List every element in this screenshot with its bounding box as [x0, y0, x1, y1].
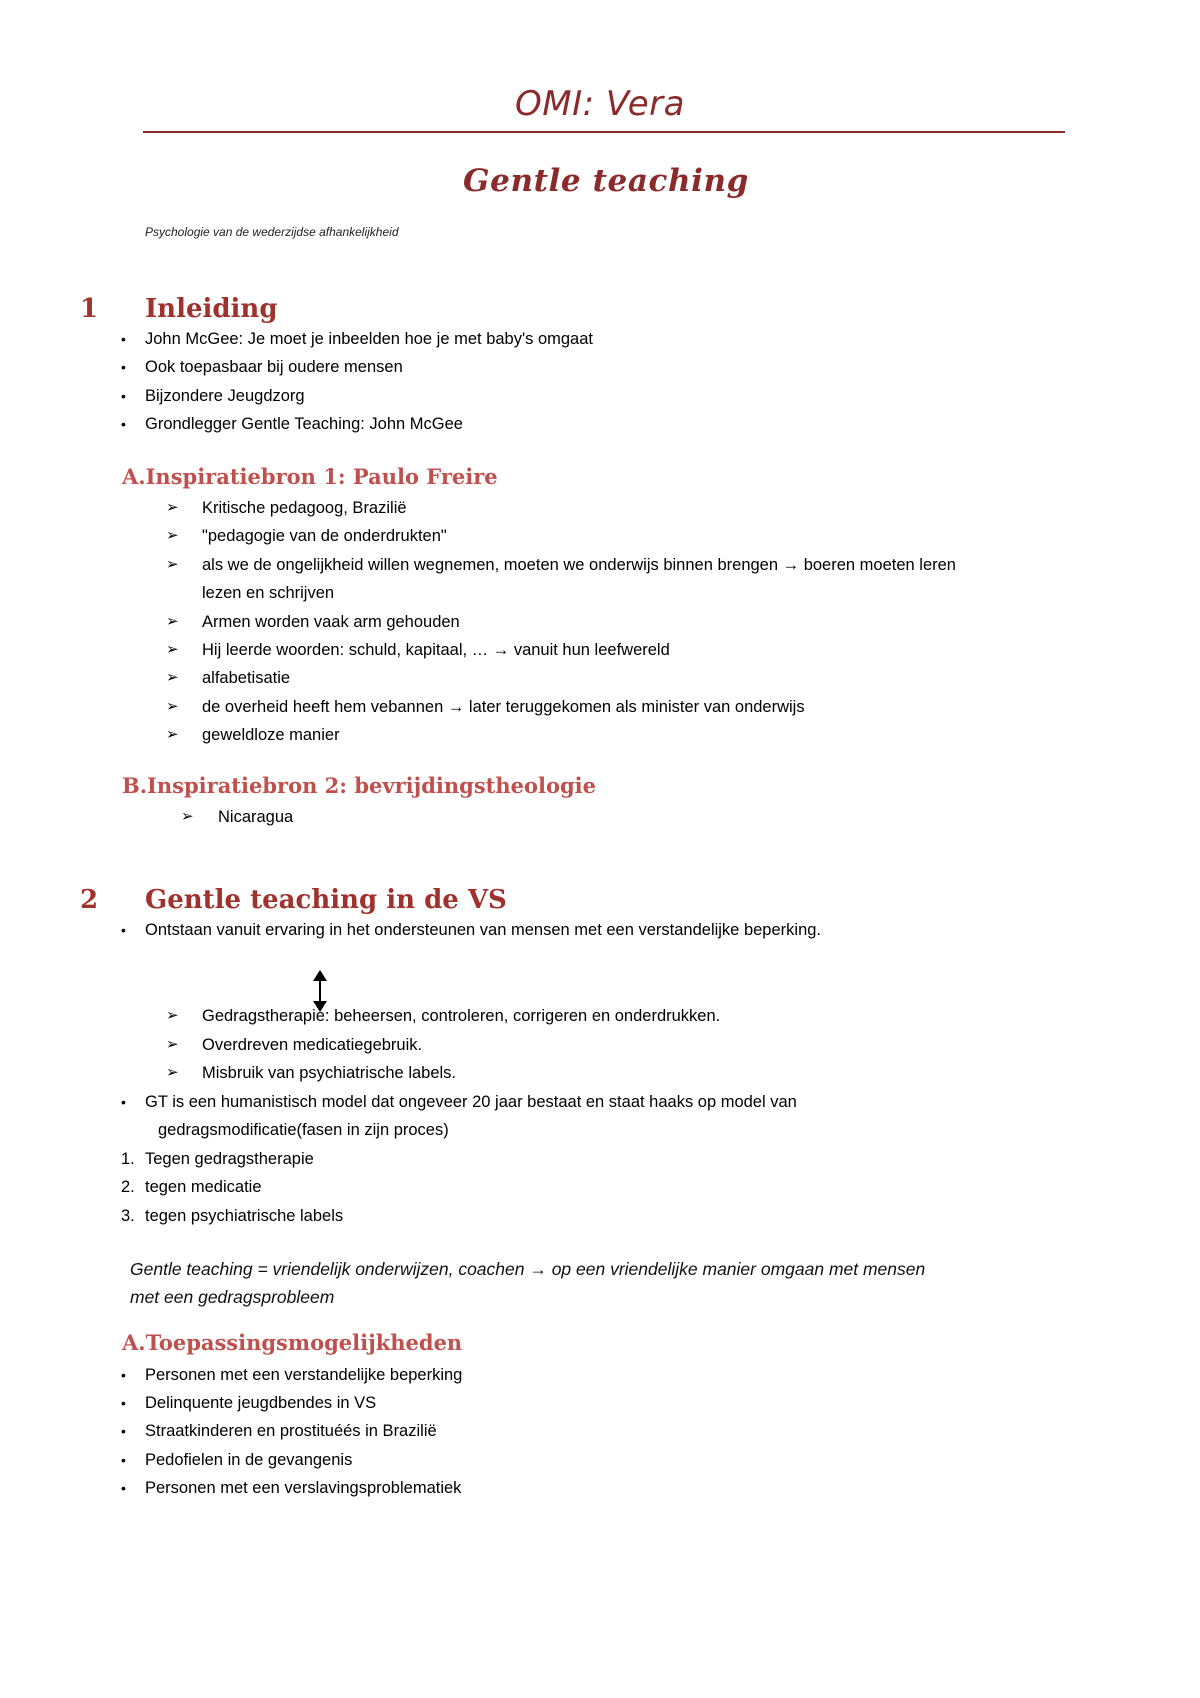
bullet-icon: • — [121, 1423, 126, 1439]
arrow-bullet-icon: ➢ — [166, 556, 179, 573]
list-item: Overdreven medicatiegebruik. — [202, 1036, 423, 1054]
list-number: 2. — [121, 1178, 135, 1196]
list-item: Personen met een verstandelijke beperking — [145, 1366, 463, 1384]
document-title: OMI: Vera — [515, 84, 685, 124]
arrow-bullet-icon: ➢ — [166, 499, 179, 516]
bullet-icon: • — [121, 388, 126, 404]
list-item: Tegen gedragstherapie — [145, 1150, 314, 1168]
list-item-continuation: lezen en schrijven — [202, 584, 335, 602]
list-item: tegen psychiatrische labels — [145, 1207, 344, 1225]
list-item: geweldloze manier — [202, 726, 340, 744]
section-2a-heading: A.Toepassingsmogelijkheden — [122, 1330, 463, 1355]
bullet-icon: • — [121, 331, 126, 347]
arrow-bullet-icon: ➢ — [166, 698, 179, 715]
list-item: Misbruik van psychiatrische labels. — [202, 1064, 457, 1082]
section-1a-heading: A.Inspiratiebron 1: Paulo Freire — [122, 464, 498, 489]
bullet-icon: • — [121, 359, 126, 375]
bullet-icon: • — [121, 1452, 126, 1468]
section-2-title: Gentle teaching in de VS — [145, 885, 507, 915]
list-item: de overheid heeft hem vebannen → later teruggekomen als minister van onderwijs — [202, 698, 805, 716]
definition-note-line-2: met een gedragsprobleem — [130, 1287, 335, 1307]
section-1b-heading: B.Inspiratiebron 2: bevrijdingstheologie — [122, 773, 597, 798]
section-1-number: 1 — [80, 294, 99, 324]
list-item: Kritische pedagoog, Brazilië — [202, 499, 407, 517]
section-2-number: 2 — [80, 885, 99, 915]
list-item: Ontstaan vanuit ervaring in het ondersteunen van mensen met een verstandelijke beperking. — [145, 921, 822, 939]
bullet-icon: • — [121, 1094, 126, 1110]
arrow-bullet-icon: ➢ — [166, 1064, 179, 1081]
list-item: John McGee: Je moet je inbeelden hoe je met baby's omgaat — [145, 330, 593, 348]
arrow-bullet-icon: ➢ — [166, 1036, 179, 1053]
arrow-bullet-icon: ➢ — [166, 527, 179, 544]
list-item: Gedragstherapie: beheersen, controleren, corrigeren en onderdrukken. — [202, 1007, 721, 1025]
title-divider — [143, 131, 1065, 133]
list-item: Personen met een verslavingsproblematiek — [145, 1479, 462, 1497]
list-item: Ook toepasbaar bij oudere mensen — [145, 358, 403, 376]
list-item: "pedagogie van de onderdrukten" — [202, 527, 447, 545]
list-number: 3. — [121, 1207, 135, 1225]
arrow-bullet-icon: ➢ — [166, 726, 179, 743]
arrow-bullet-icon: ➢ — [166, 669, 179, 686]
document-subtitle: Gentle teaching — [463, 163, 749, 199]
arrow-bullet-icon: ➢ — [166, 1007, 179, 1024]
list-item: GT is een humanistisch model dat ongeveer 20 jaar bestaat en staat haaks op model van — [145, 1093, 797, 1111]
arrow-bullet-icon: ➢ — [166, 641, 179, 658]
list-number: 1. — [121, 1150, 135, 1168]
list-item: tegen medicatie — [145, 1178, 262, 1196]
document-tagline: Psychologie van de wederzijdse afhankelijkheid — [145, 225, 399, 239]
arrow-bullet-icon: ➢ — [181, 808, 194, 825]
list-item: alfabetisatie — [202, 669, 291, 687]
bullet-icon: • — [121, 922, 126, 938]
list-item: Bijzondere Jeugdzorg — [145, 387, 305, 405]
bullet-icon: • — [121, 1395, 126, 1411]
section-1-title: Inleiding — [145, 294, 278, 324]
list-item: Hij leerde woorden: schuld, kapitaal, … → vanuit hun leefwereld — [202, 641, 670, 659]
list-item: als we de ongelijkheid willen wegnemen, moeten we onderwijs binnen brengen → boeren moeten leren — [202, 556, 956, 574]
list-item-continuation: gedragsmodificatie(fasen in zijn proces) — [158, 1121, 449, 1139]
bullet-icon: • — [121, 1367, 126, 1383]
list-item: Pedofielen in de gevangenis — [145, 1451, 353, 1469]
bullet-icon: • — [121, 1480, 126, 1496]
list-item: Delinquente jeugdbendes in VS — [145, 1394, 377, 1412]
list-item: Straatkinderen en prostituéés in Brazilië — [145, 1422, 437, 1440]
arrow-bullet-icon: ➢ — [166, 613, 179, 630]
bullet-icon: • — [121, 416, 126, 432]
list-item: Grondlegger Gentle Teaching: John McGee — [145, 415, 463, 433]
definition-note-line-1: Gentle teaching = vriendelijk onderwijzen, coachen → op een vriendelijke manier omgaan met mensen — [130, 1259, 926, 1279]
list-item: Armen worden vaak arm gehouden — [202, 613, 460, 631]
list-item: Nicaragua — [218, 808, 294, 826]
